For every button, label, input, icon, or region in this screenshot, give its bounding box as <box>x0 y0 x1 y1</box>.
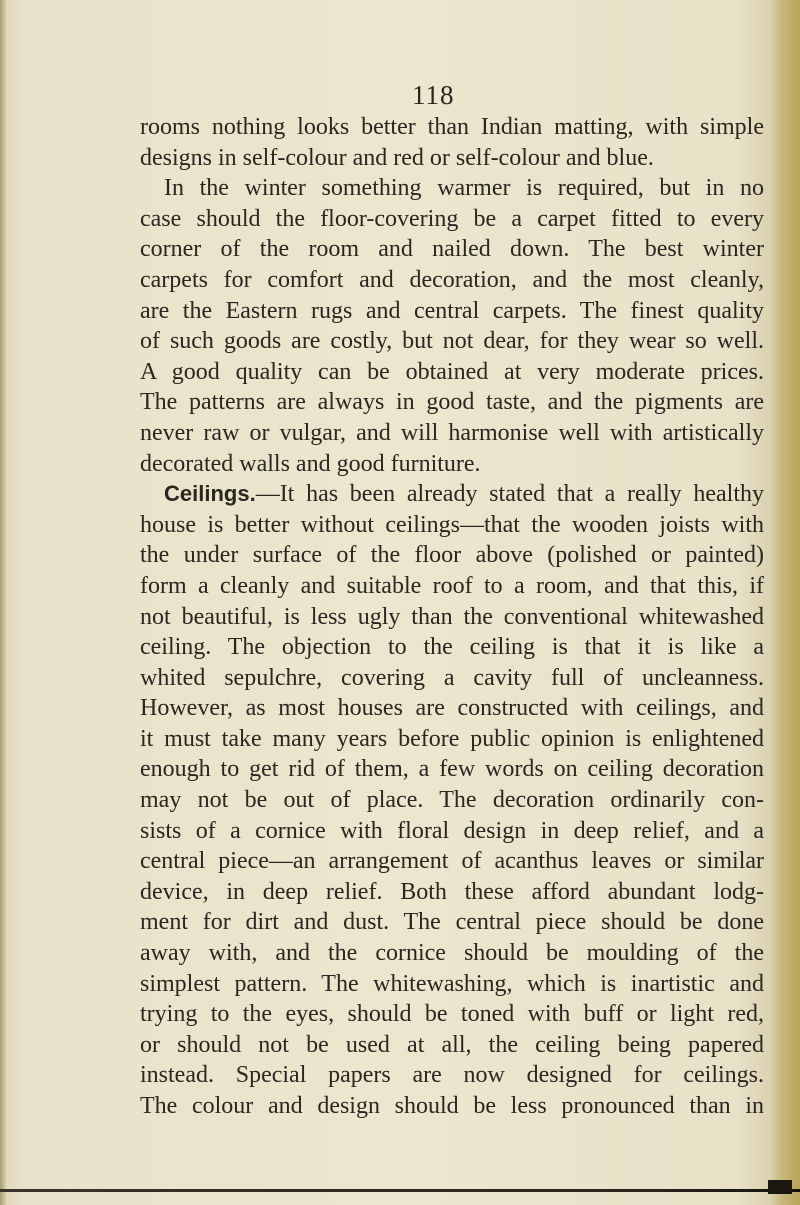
text-line: are the Eastern rugs and central carpets. The finest quality <box>140 297 764 324</box>
page-corner-mark <box>768 1180 792 1194</box>
text-line: never raw or vulgar, and will harmonise well with artistically <box>140 419 764 446</box>
text-line: The patterns are always in good taste, and the pigments are <box>140 389 764 416</box>
text-line: instead. Special papers are now designed for ceilings. <box>140 1062 764 1089</box>
text-line: A good quality can be obtained at very moderate prices. <box>140 358 764 385</box>
text-line: whited sepulchre, covering a cavity full of uncleanness. <box>140 664 764 691</box>
text-line: house is better without ceilings—that the wooden joists with <box>140 511 764 538</box>
page-left-edge <box>0 0 6 1205</box>
text-line: trying to the eyes, should be toned with buff or light red, <box>140 1001 764 1028</box>
text-line-with-heading <box>140 479 764 510</box>
page-right-edge-shadow <box>770 0 800 1205</box>
text-line: central piece—an arrangement of acanthus leaves or similar <box>140 848 764 875</box>
text-line: rooms nothing looks better than Indian matting, with simple <box>140 114 764 140</box>
text-line: the under surface of the floor above (polished or painted) <box>140 542 764 569</box>
text-line: However, as most houses are constructed with ceilings, and <box>140 695 764 722</box>
text-line: —It has been already stated that a really healthy <box>255 481 764 508</box>
text-line: corner of the room and nailed down. The best winter <box>140 236 764 263</box>
section-heading-ceilings: Ceilings. <box>164 481 256 507</box>
body-text <box>140 112 764 1122</box>
text-line: or should not be used at all, the ceiling being papered <box>140 1031 764 1058</box>
text-line: decorated walls and good furniture. <box>140 450 481 477</box>
text-line: The colour and design should be less pronounced than in <box>140 1093 764 1119</box>
text-line: ment for dirt and dust. The central piece should be done <box>140 909 764 936</box>
text-line: case should the floor-covering be a carpet fitted to every <box>140 205 764 232</box>
text-line: sists of a cornice with floral design in deep relief, and a <box>140 817 764 844</box>
text-line: designs in self-colour and red or self-colour and blue. <box>140 144 654 171</box>
text-line: ceiling. The objection to the ceiling is that it is like a <box>140 634 764 661</box>
page-bottom-rule <box>0 1189 800 1192</box>
text-line: device, in deep relief. Both these afford abundant lodg- <box>140 878 764 905</box>
text-line: carpets for comfort and decoration, and the most cleanly, <box>140 266 764 293</box>
text-line: simplest pattern. The whitewashing, which is inartistic and <box>140 970 764 997</box>
text-line: may not be out of place. The decoration ordinarily con- <box>140 787 764 814</box>
page-number: 118 <box>412 80 455 110</box>
text-line: of such goods are costly, but not dear, for they wear so well. <box>140 328 764 355</box>
text-line: form a cleanly and suitable roof to a room, and that this, if <box>140 572 764 599</box>
text-line: not beautiful, is less ugly than the conventional whitewashed <box>140 603 764 630</box>
text-line: enough to get rid of them, a few words on ceiling decoration <box>140 756 764 783</box>
text-line: away with, and the cornice should be moulding of the <box>140 940 764 967</box>
text-line: it must take many years before public opinion is enlightened <box>140 725 764 752</box>
text-line: In the winter something warmer is required, but in no <box>164 175 764 202</box>
